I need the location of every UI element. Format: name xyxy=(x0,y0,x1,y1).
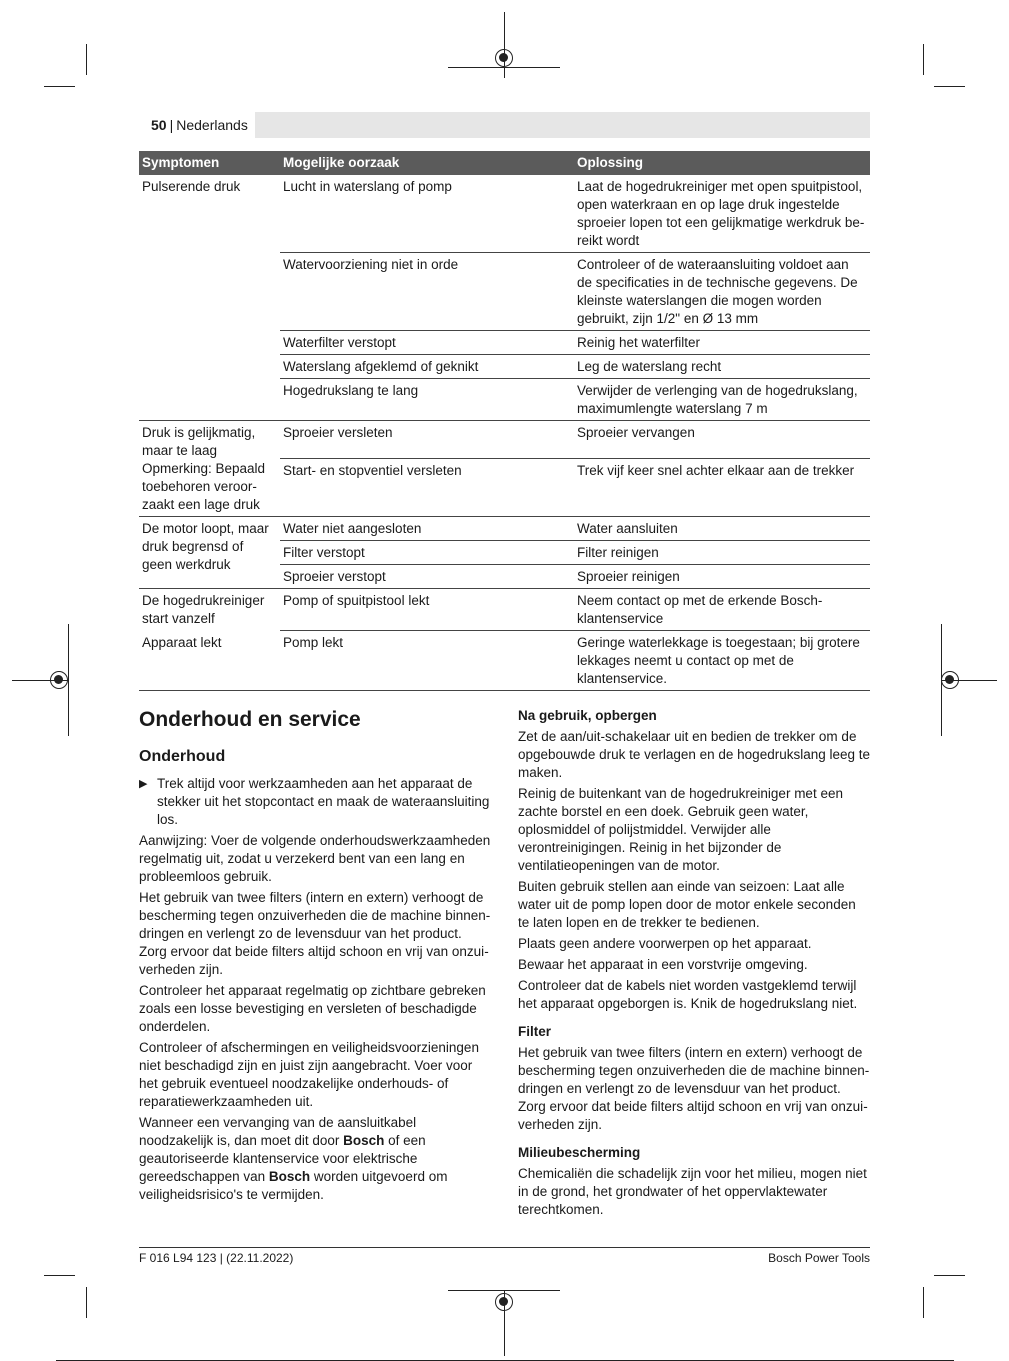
cause-cell: Filter verstopt xyxy=(280,541,574,565)
table-row xyxy=(139,421,870,459)
symptom-cell: Druk is gelijkmatig, maar te laag Opmerking: Bepaald toebehoren veroorzaakt een lage druk xyxy=(139,421,280,517)
page-header xyxy=(139,112,870,138)
cause-cell: Start- en stopventiel versleten xyxy=(280,459,574,517)
symptom-cell: De hogedrukreiniger start vanzelf xyxy=(142,593,265,626)
solution-cell: Verwijder de verlenging van de hogedrukslang, maximumlengte waterslang 7 m xyxy=(574,379,870,421)
brand-name: Bosch Power Tools xyxy=(768,1251,870,1265)
paragraph: Bewaar het apparaat in een vorstvrije omgeving. xyxy=(518,957,808,972)
section-heading: Milieubescherming xyxy=(518,1145,641,1160)
paragraph: Chemicaliën die schadelijk zijn voor het milieu, mogen niet in de grond, het grondwater of het oppervlaktewater terechtkomen. xyxy=(518,1166,867,1217)
troubleshooting-table xyxy=(139,151,870,691)
document-id: F 016 L94 123 | (22.11.2022) xyxy=(139,1251,294,1265)
left-column xyxy=(139,707,491,1207)
solution-cell: Neem contact op met de erkende Bosch-klantenservice xyxy=(574,589,870,631)
paragraph: Reinig de buitenkant van de hogedrukreiniger met een zachte borstel en een doek. Gebruik geen water, oplosmiddel of polijstmiddel. Verwijder alle verontreinigingen. Reinig in het bijzonder de ventilatieopeningen van de motor. xyxy=(518,786,843,873)
section-subtitle: Onderhoud xyxy=(139,748,226,765)
solution-cell: Leg de waterslang recht xyxy=(574,355,870,379)
cause-cell: Sproeier versleten xyxy=(280,421,574,459)
paragraph: Het gebruik van twee filters (intern en extern) verhoogt de bescherming tegen onzuiverheden die de machine binnendringen en verlengt zo de levensduur van het product. xyxy=(139,890,491,941)
cause-cell: Waterslang afgeklemd of geknikt xyxy=(280,355,574,379)
cause-cell: Sproeier verstopt xyxy=(280,565,574,589)
symptom-cell: Apparaat lekt xyxy=(139,631,280,691)
cause-cell: Pomp lekt xyxy=(280,631,574,691)
paragraph: Plaats geen andere voorwerpen op het apparaat. xyxy=(518,936,812,951)
bullet-text: Trek altijd voor werkzaamheden aan het apparaat de stekker uit het stopcontact en maak de wateraansluiting los. xyxy=(157,776,490,827)
paragraph: Zet de aan/uit-schakelaar uit en bedien de trekker om de opgebouwde druk te verlagen en de hogedrukslang leeg te maken. xyxy=(518,729,871,780)
page-footer xyxy=(139,1247,870,1266)
paragraph: Buiten gebruik stellen aan einde van seizoen: Laat alle water uit de pomp lopen door de motor enkele seconden te laten lopen en de trekker te bedienen. xyxy=(518,879,856,930)
paragraph: Zorg ervoor dat beide filters altijd schoon en vrij van onzuiverheden zijn. xyxy=(139,944,489,977)
cause-cell: Waterfilter verstopt xyxy=(280,331,574,355)
paragraph: Controleer of afschermingen en veiligheidsvoorzieningen niet beschadigd zijn en juist zijn aangebracht. Voer voor het gebruik eventueel noodzakelijke onderhouds- of reparatiewerkzaamheden uit. xyxy=(139,1040,479,1109)
column-header: Oplossing xyxy=(574,151,870,175)
page-number: 50 xyxy=(151,117,167,133)
solution-cell: Controleer of de wateraansluiting voldoet aan de specificaties in de technische gegevens. De kleinste waterslangen die mogen worden gebruikt, zijn 1/2" en Ø 13 mm xyxy=(574,253,870,331)
section-title: Onderhoud en service xyxy=(139,708,361,731)
solution-cell: Sproeier reinigen xyxy=(574,565,870,589)
solution-cell: Trek vijf keer snel achter elkaar aan de trekker xyxy=(574,459,870,517)
column-header: Symptomen xyxy=(139,151,280,175)
cause-cell: Hogedrukslang te lang xyxy=(280,379,574,421)
symptom-cell: Pulserende druk xyxy=(139,175,280,421)
bullet-triangle-icon: ▶ xyxy=(139,778,148,790)
column-header: Mogelijke oorzaak xyxy=(280,151,574,175)
right-column xyxy=(518,707,870,1222)
paragraph: Aanwijzing: Voer de volgende onderhoudswerkzaamheden regelmatig uit, zodat u verzekerd bent van een lang en probleemloos gebruik. xyxy=(139,833,491,884)
header-separator: | xyxy=(169,117,174,133)
cause-cell: Pomp of spuitpistool lekt xyxy=(280,589,574,631)
paragraph: Controleer het apparaat regelmatig op zichtbare gebreken zoals een losse bevestiging en versleten of beschadigde onderdelen. xyxy=(139,983,486,1034)
cause-cell: Lucht in waterslang of pomp xyxy=(280,175,574,253)
section-heading: Na gebruik, opbergen xyxy=(518,708,657,723)
table-row xyxy=(139,589,870,631)
symptom-cell: De motor loopt, maar druk begrensd of geen werkdruk xyxy=(139,517,280,589)
table-row xyxy=(139,631,870,691)
solution-cell: Water aansluiten xyxy=(574,517,870,541)
solution-cell: Filter reinigen xyxy=(574,541,870,565)
header-language: Nederlands xyxy=(176,117,248,133)
table-row xyxy=(139,517,870,541)
section-heading: Filter xyxy=(518,1024,552,1039)
table-header-row xyxy=(139,151,870,175)
paragraph: Het gebruik van twee filters (intern en extern) verhoogt de bescherming tegen onzuiverheden die de machine binnendringen en verlengt zo de levensduur van het product. xyxy=(518,1045,870,1096)
cause-cell: Watervoorziening niet in orde xyxy=(280,253,574,331)
solution-cell: Laat de hogedrukreiniger met open spuitpistool, open waterkraan en op lage druk ingestelde sproeier lopen tot een gelijkmatige werkdruk bereikt wordt xyxy=(574,175,870,253)
solution-cell: Sproeier vervangen xyxy=(574,421,870,459)
paragraph: Wanneer een vervanging van de aansluitkabel noodzakelijk is, dan moet dit door Bosch of een geautoriseerde klantenservice voor elektrische gereedschappen van Bosch worden uitgevoerd om veiligheidsrisico's te vermijden. xyxy=(139,1115,448,1202)
solution-cell: Reinig het waterfilter xyxy=(574,331,870,355)
cause-cell: Water niet aangesloten xyxy=(280,517,574,541)
paragraph: Controleer dat de kabels niet worden vastgeklemd terwijl het apparaat opgeborgen is. Knik de hogedrukslang niet. xyxy=(518,978,858,1011)
table-row xyxy=(139,175,870,253)
instruction-bullet xyxy=(139,775,491,829)
solution-cell: Geringe waterlekkage is toegestaan; bij grotere lekkages neemt u contact op met de klantenservice. xyxy=(574,631,870,691)
paragraph: Zorg ervoor dat beide filters altijd schoon en vrij van onzuiverheden zijn. xyxy=(518,1099,868,1132)
